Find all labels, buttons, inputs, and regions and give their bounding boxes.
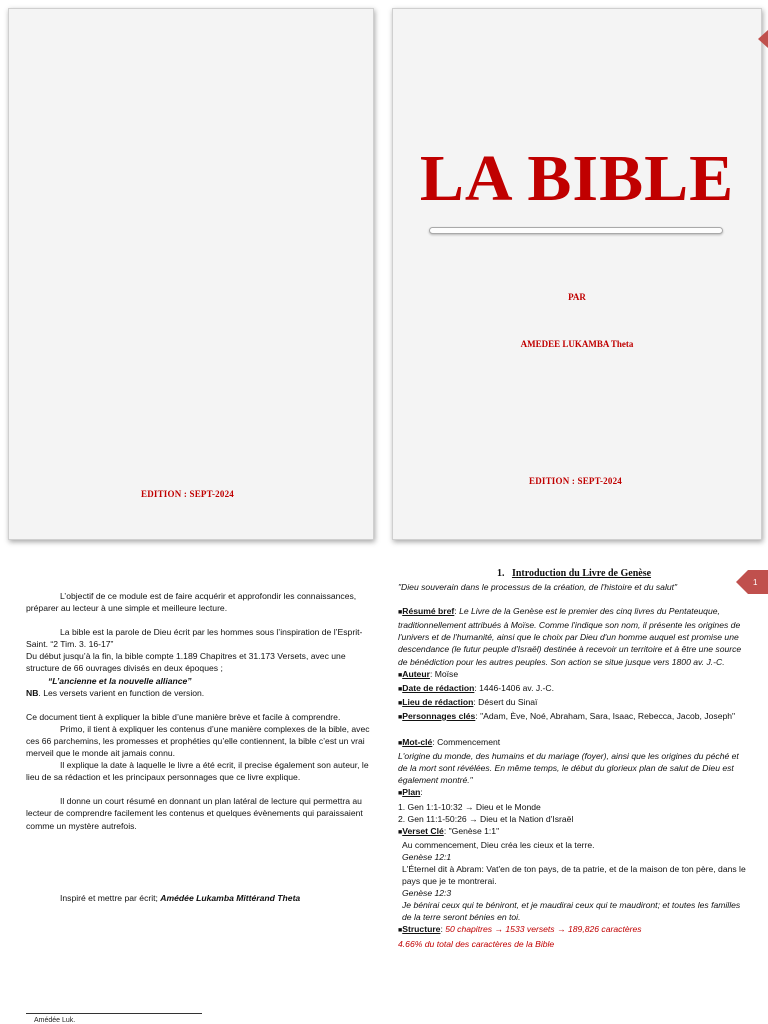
footnote-divider	[26, 1013, 202, 1014]
signature-prefix: Inspiré et mettre par écrit;	[60, 892, 161, 903]
auteur-label: Auteur	[402, 668, 430, 679]
verse-text: L'Éternel dit à Abram: Vat'en de ton pays, de ta patrie, et de la maison de ton père, dans le pays que je te montrerai.	[402, 863, 746, 887]
motcle-label: Mot-clé	[402, 737, 433, 748]
section-number: 1.	[496, 568, 505, 579]
square-bullet-icon: ■	[398, 790, 403, 798]
corner-tab-icon	[758, 30, 768, 48]
intro-paragraph: L’objectif de ce module est de faire acquérir et approfondir les connaissances, préparer au lecteur à une simple et meilleure lecture.	[26, 591, 357, 614]
verset-label: Verset Clé	[402, 825, 444, 836]
plan-item: 2. Gen 11:1-50:26 → Dieu et la Nation d'Israël	[398, 813, 574, 824]
square-bullet-icon: ■	[398, 609, 403, 617]
bookmark-arrow-icon[interactable]	[736, 569, 768, 595]
intro-paragraph: Ce document tient à expliquer la bible d’une manière brève et facile à comprendre.	[26, 711, 341, 722]
auteur-value: Moïse	[434, 668, 459, 679]
verse-text: Je bénirai ceux qui te béniront, et je maudirai ceux qui te maudiront; et toutes les familles de la terre seront bénies en toi.	[402, 900, 741, 923]
bookmark-label: 1	[753, 578, 758, 587]
plan-label: Plan	[402, 787, 421, 798]
signature-name: Amédée Lukamba Mittérand Theta	[160, 892, 301, 903]
personnages-value: "Adam, Ève, Noé, Abraham, Sara, Isaac, Rebecca, Jacob, Joseph"	[480, 710, 736, 721]
section-title: Introduction du Livre de Genèse	[511, 568, 652, 579]
personnages-label: Personnages clés	[402, 710, 476, 721]
verse-text: Au commencement, Dieu créa les cieux et la terre.	[402, 839, 595, 850]
verse-reference: Genèse 12:3	[402, 888, 452, 899]
structure-line: ■Structure: 50 chapitres → 1533 versets → 189,826 caractères	[398, 924, 642, 935]
square-bullet-icon: ■	[398, 740, 403, 748]
nb-label: NB	[26, 687, 39, 698]
title-underline-bar	[429, 227, 723, 234]
square-bullet-icon: ■	[398, 927, 403, 935]
intro-text-column	[26, 590, 372, 904]
lieu-line: ■Lieu de rédaction: Désert du Sinaï	[398, 696, 538, 707]
cover-page-left[interactable]	[8, 8, 374, 540]
square-bullet-icon: ■	[398, 671, 403, 679]
intro-paragraph: Primo, il tient à expliquer les contenus d’une manière complexes de la bible, avec ces 66 parchemins, les promesses et prophéties qu’elle contiennent, la bible c’est un vrai merveil que le monde ait jamais connu.	[26, 723, 370, 759]
alliance-quote: “L’ancienne et la nouvelle alliance”	[48, 675, 192, 686]
structure-value: 50 chapitres → 1533 versets → 189,826 caractères	[445, 924, 642, 935]
plan-item: 1. Gen 1:1-10:32 → Dieu et le Monde	[398, 801, 541, 812]
edition-label-left: EDITION : SEPT-2024	[141, 489, 234, 499]
date-label: Date de rédaction	[402, 682, 475, 693]
genesis-column	[398, 568, 750, 950]
motcle-value: Commencement	[437, 737, 501, 748]
date-line: ■Date de rédaction: 1446-1406 av. J.-C.	[398, 682, 554, 693]
structure-percentage: 4.66% du total des caractères de la Bible	[398, 938, 555, 949]
edition-label-right: EDITION : SEPT-2024	[529, 476, 622, 486]
footnote: Amédée Luk.	[34, 1017, 76, 1024]
intro-paragraph: Il donne un court résumé en donnant un plan latéral de lecture qui permettra au lecteur de comprendre facilement les contenus et quelques évènements qui paraissaient comme un mystère autrefois.	[26, 796, 363, 831]
intro-paragraph: Il explique la date à laquelle le livre a été ecrit, il precise également son auteur, le lieu de sa rédaction et les principaux personnages que ce livre explique.	[26, 760, 369, 783]
square-bullet-icon: ■	[398, 828, 403, 836]
square-bullet-icon: ■	[398, 685, 403, 693]
resume-block: ■Résumé bref: Le Livre de la Genèse est le premier des cinq livres du Pentateuque, traditionnellement attribués à Moïse. Comme l'indique son nom, il présente les origines de l'univers et de l'humanité, ainsi que le choix par Dieu d'un homme auquel est promise une descendance (le futur peuple d'Israël) destinée à recevoir un territoire et à être une source de bénédiction pour les autres peuples. Son action se situe jusque vers 1800 av. J.-C.	[398, 606, 742, 667]
plan-line: ■Plan:	[398, 787, 423, 798]
verset-value: "Genèse 1:1"	[448, 825, 500, 836]
lieu-value: Désert du Sinaï	[478, 696, 538, 707]
intro-paragraph: La bible est la parole de Dieu écrit par les hommes sous l’inspiration de l’Esprit-Saint. “2 Tim. 3. 16-17”	[26, 627, 363, 650]
square-bullet-icon: ■	[398, 699, 403, 707]
date-value: 1446-1406 av. J.-C.	[479, 682, 554, 693]
nb-note	[26, 687, 372, 699]
motcle-text: L'origine du monde, des humains et du mariage (foyer), ainsi que les origines du péché et de la mort sont révélées. En même temps, le début du glorieux plan de salut de Dieu est également montré."	[398, 751, 739, 786]
epigraph: "Dieu souverain dans le processus de la création, de l'histoire et du salut"	[398, 582, 678, 593]
personnages-line: ■Personnages clés: "Adam, Ève, Noé, Abraham, Sara, Isaac, Rebecca, Jacob, Joseph"	[398, 710, 736, 721]
verse-reference: Genèse 12:1	[402, 851, 452, 862]
lieu-label: Lieu de rédaction	[402, 696, 474, 707]
resume-text: Le Livre de la Genèse est le premier des cinq livres du Pentateuque, traditionnellement attribués à Moïse. Comme l'indique son nom, il présente les origines de l'univers et de l'humanité, ainsi que le choix par Dieu d'un homme auquel est promise une descendance (le futur peuple d'Israël) destinée à recevoir un territoire et à être une source de bénédiction pour les autres peuples. Son action se situe jusque vers 1800 av. J.-C.	[398, 606, 742, 667]
verset-line: ■Verset Clé: "Genèse 1:1"	[398, 825, 500, 836]
resume-label: Résumé bref	[402, 606, 455, 617]
intro-paragraph: Du début jusqu’à la fin, la bible compte 1.189 Chapitres et 31.173 Versets, avec une structure de 66 ouvrages divisés en deux époques ;	[26, 651, 346, 674]
signature-line	[26, 892, 372, 904]
nb-text: . Les versets varient en function de version.	[38, 687, 205, 698]
par-label: PAR	[568, 292, 586, 302]
auteur-line: ■Auteur: Moïse	[398, 668, 459, 679]
section-heading	[398, 568, 750, 580]
square-bullet-icon: ■	[398, 713, 403, 721]
motcle-line: ■Mot-clé: Commencement	[398, 737, 501, 748]
author-name: AMEDEE LUKAMBA Theta	[520, 339, 634, 349]
cover-page-title[interactable]	[392, 8, 762, 540]
structure-label: Structure	[402, 924, 441, 935]
book-title: LA BIBLE	[419, 142, 735, 215]
